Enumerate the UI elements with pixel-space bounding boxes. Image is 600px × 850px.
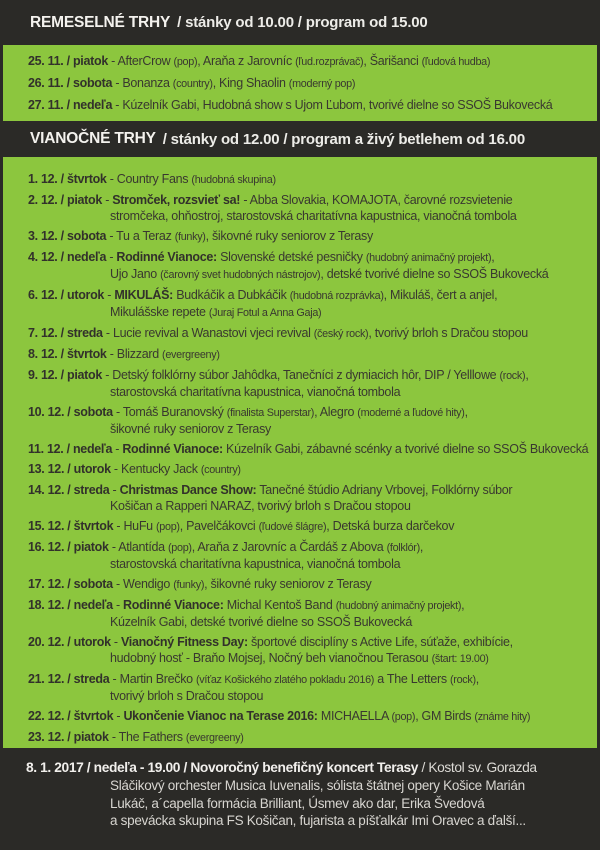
event-row: 4. 12. / nedeľa - Rodinné Vianoce: Slovenské detské pesničky (hudobný animačný projekt), Ujo Jano (čarovný svet hudobných nástrojov), detské tvorivé dielne so SSOŠ Bukovecká bbox=[28, 250, 549, 281]
event-highlight: Vianočný Fitness Day: bbox=[120, 635, 248, 649]
event-text: , tvorivý brloh s Dračou stopou bbox=[368, 326, 528, 340]
event-row: 25. 11. / piatok - AfterCrow (pop), Araňa z Jarovníc (ľud.rozprávač), Šarišanci (ľudová hudba) bbox=[28, 54, 491, 68]
event-note: (moderné a ľudové hity) bbox=[357, 407, 465, 419]
event-text: , bbox=[464, 405, 468, 419]
event-text: , Alegro bbox=[314, 405, 358, 419]
event-note: (rock) bbox=[499, 370, 526, 382]
event-note: (pop) bbox=[391, 711, 416, 723]
event-text: Michal Kentoš Band bbox=[223, 598, 336, 612]
event-text: , King Shaolin bbox=[212, 76, 289, 90]
event-text: , Mikuláš, čert a anjel, bbox=[383, 288, 498, 302]
event-row: 20. 12. / utorok - Vianočný Fitness Day: športové disciplíny s Active Life, súťaže, exhibície, hudobný hosť - Braňo Mojsej, Nočný beh vianočnou Terasou (štart: 19.00) bbox=[28, 635, 513, 665]
event-note: (pop) bbox=[168, 542, 192, 554]
event-row: 13. 12. / utorok - Kentucky Jack (country) bbox=[28, 462, 241, 476]
event-text: Wendigo bbox=[123, 577, 174, 591]
event-date: 4. 12. / nedeľa bbox=[28, 250, 107, 264]
event-row: 3. 12. / sobota - Tu a Teraz (funky), šikovné ruky seniorov z Terasy bbox=[28, 229, 373, 243]
event-highlight: Rodinné Vianoce: bbox=[122, 442, 223, 456]
header-vianocne-trhy bbox=[0, 121, 600, 157]
event-note: (hudobný animačný projekt) bbox=[365, 252, 492, 264]
event-highlight: Ukončenie Vianoc na Terase 2016: bbox=[123, 709, 318, 723]
event-note: (ľud.rozprávač) bbox=[295, 56, 364, 68]
event-text: a The Letters bbox=[374, 672, 450, 686]
event-date: 16. 12. / piatok bbox=[28, 540, 109, 554]
event-text: , Šarišanci bbox=[363, 54, 422, 68]
event-date: 20. 12. / utorok bbox=[28, 635, 111, 649]
event-text: Tanečné štúdio Adriany Vrbovej, Folklórny súbor bbox=[256, 483, 513, 497]
event-text: Košičan a Rapperi NARAZ, tvorivý brloh s Dračou stopou bbox=[110, 499, 411, 513]
event-text: AfterCrow bbox=[117, 54, 174, 68]
footer-title-rest: / Kostol sv. Gorazda bbox=[418, 760, 537, 775]
header-remeselne-trhy bbox=[0, 0, 600, 45]
event-note: (pop) bbox=[156, 521, 180, 533]
event-text: , Detská burza darčekov bbox=[326, 519, 455, 533]
event-date: 27. 11. / nedeľa bbox=[28, 98, 113, 112]
event-note: (rock) bbox=[449, 674, 476, 686]
event-row: 18. 12. / nedeľa - Rodinné Vianoce: Michal Kentoš Band (hudobný animačný projekt), Kúzelník Gabi, detské tvorivé dielne so SSOŠ Bukovecká bbox=[28, 598, 465, 629]
event-highlight: Christmas Dance Show: bbox=[119, 483, 257, 497]
event-note: (hudobná rozprávka) bbox=[289, 290, 384, 302]
event-text: , detské tvorivé dielne so SSOŠ Bukovecká bbox=[320, 267, 549, 281]
event-date: 11. 12. / nedeľa bbox=[28, 442, 113, 456]
event-note: (funky) bbox=[173, 579, 205, 591]
event-row: 15. 12. / štvrtok - HuFu (pop), Pavelčákovci (ľudové šlágre), Detská burza darčekov bbox=[28, 519, 455, 533]
event-note: (finalista Superstar) bbox=[226, 407, 315, 419]
event-date: 26. 11. / sobota bbox=[28, 76, 113, 90]
footer-details bbox=[26, 777, 590, 830]
event-note: (hudobná skupina) bbox=[191, 174, 276, 186]
event-note: (známe hity) bbox=[474, 711, 531, 723]
event-text: Blizzard bbox=[116, 347, 163, 361]
event-note: (ľudové šlágre) bbox=[258, 521, 327, 533]
event-text: The Fathers bbox=[118, 730, 186, 744]
footer-detail-line: Sláčikový orchester Musica Iuvenalis, sólista štátnej opery Košice Marián bbox=[110, 778, 525, 793]
event-row: 11. 12. / nedeľa - Rodinné Vianoce: Kúzelník Gabi, zábavné scénky a tvorivé dielne so SSOŠ Bukovecká bbox=[28, 442, 589, 456]
event-text: HuFu bbox=[123, 519, 156, 533]
event-date: 2. 12. / piatok bbox=[28, 193, 103, 207]
left-edge-border bbox=[0, 0, 3, 850]
event-text: - Abba Slovakia, KOMAJOTA, čarovné rozsvietenie bbox=[240, 193, 513, 207]
event-text: , bbox=[461, 598, 465, 612]
event-text: , Pavelčákovci bbox=[179, 519, 259, 533]
event-text: , GM Birds bbox=[415, 709, 475, 723]
event-row: 9. 12. / piatok - Detský folklórny súbor Jahôdka, Tanečníci z dymiacich hôr, DIP / Yelllowe (rock), starostovská charitatívna kapustnica, vianočná tombola bbox=[28, 368, 529, 399]
event-text: Lucie revival a Wanastovi vjeci revival bbox=[112, 326, 314, 340]
event-text: Mikulášske repete bbox=[110, 305, 209, 319]
event-note: (country) bbox=[172, 78, 213, 90]
event-row: 21. 12. / streda - Martin Brečko (víťaz Košického zlatého pokladu 2016) a The Letters (rock), tvorivý brloh s Dračou stopou bbox=[28, 672, 479, 703]
event-text: , Araňa z Jarovníc bbox=[197, 54, 296, 68]
event-date: 23. 12. / piatok bbox=[28, 730, 109, 744]
event-highlight: MIKULÁŠ: bbox=[114, 288, 174, 302]
event-highlight: Rodinné Vianoce: bbox=[116, 250, 217, 264]
event-date: 21. 12. / streda bbox=[28, 672, 110, 686]
event-date: 13. 12. / utorok bbox=[28, 462, 111, 476]
event-date: 25. 11. / piatok bbox=[28, 54, 108, 68]
footer-detail-line: a spevácka skupina FS Košičan, fujarista a píšťalkár Imi Oravec a ďalší... bbox=[110, 813, 526, 828]
event-date: 14. 12. / streda bbox=[28, 483, 110, 497]
event-row: 16. 12. / piatok - Atlantída (pop), Araňa z Jarovníc a Čardáš z Abova (folklór), starostovská charitatívna kapustnica, vianočná tombola bbox=[28, 540, 424, 571]
event-row: 22. 12. / štvrtok - Ukončenie Vianoc na Terase 2016: MICHAELLA (pop), GM Birds (známe hity) bbox=[28, 709, 531, 723]
event-note: (country) bbox=[200, 464, 241, 476]
event-text: športové disciplíny s Active Life, súťaže, exhibície, bbox=[247, 635, 513, 649]
event-text: starostovská charitatívna kapustnica, vianočná tombola bbox=[110, 557, 401, 571]
event-text: Slovenské detské pesničky bbox=[216, 250, 366, 264]
footer-title-line bbox=[26, 759, 590, 777]
event-text: Bonanza bbox=[122, 76, 173, 90]
section-title-vianocne: VIANOČNÉ TRHY bbox=[30, 130, 156, 147]
event-row: 6. 12. / utorok - MIKULÁŠ: Budkáčik a Dubkáčik (hudobná rozprávka), Mikuláš, čert a anjel, Mikulášske repete (Juraj Fotul a Anna Gaja) bbox=[28, 288, 498, 319]
event-text: Detský folklórny súbor Jahôdka, Tanečníci z dymiacich hôr, DIP / Yelllowe bbox=[112, 368, 500, 382]
vianocne-trhy-list bbox=[0, 157, 600, 748]
event-text: , bbox=[475, 672, 479, 686]
event-date: 3. 12. / sobota bbox=[28, 229, 107, 243]
event-date: 9. 12. / piatok bbox=[28, 368, 103, 382]
event-text: starostovská charitatívna kapustnica, vianočná tombola bbox=[110, 385, 401, 399]
event-text: , šikovné ruky seniorov z Terasy bbox=[205, 229, 373, 243]
event-note: (moderný pop) bbox=[288, 78, 356, 90]
event-date: 22. 12. / štvrtok bbox=[28, 709, 114, 723]
event-row: 10. 12. / sobota - Tomáš Buranovský (finalista Superstar), Alegro (moderné a ľudové hity), šikovné ruky seniorov z Terasy bbox=[28, 405, 468, 436]
event-date: 8. 12. / štvrtok bbox=[28, 347, 107, 361]
event-text: , bbox=[491, 250, 495, 264]
event-row: 26. 11. / sobota - Bonanza (country), King Shaolin (moderný pop) bbox=[28, 76, 356, 90]
event-text: , šikovné ruky seniorov z Terasy bbox=[204, 577, 372, 591]
event-row: 23. 12. / piatok - The Fathers (evergreeny) bbox=[28, 730, 244, 744]
remeselne-trhy-list bbox=[0, 45, 600, 121]
event-date: 17. 12. / sobota bbox=[28, 577, 113, 591]
event-text: stromčeka, ohňostroj, starostovská charitatívna kapustnica, vianočná tombola bbox=[110, 209, 517, 223]
event-text: MICHAELLA bbox=[317, 709, 392, 723]
event-text: Tu a Teraz bbox=[116, 229, 175, 243]
event-row: 7. 12. / streda - Lucie revival a Wanastovi vjeci revival (český rock), tvorivý brloh s Dračou stopou bbox=[28, 326, 528, 340]
event-row: 2. 12. / piatok - Stromček, rozsvieť sa! - Abba Slovakia, KOMAJOTA, čarovné rozsvietenie stromčeka, ohňostroj, starostovská charitatívna kapustnica, vianočná tombola bbox=[28, 193, 517, 223]
event-note: (pop) bbox=[173, 56, 198, 68]
event-note: (Juraj Fotul a Anna Gaja) bbox=[208, 307, 322, 319]
event-text: šikovné ruky seniorov z Terasy bbox=[110, 422, 271, 436]
event-note: (čarovný svet hudobných nástrojov) bbox=[160, 269, 321, 281]
event-text: , bbox=[525, 368, 529, 382]
event-text: , Araňa z Jarovníc a Čardáš z Abova bbox=[191, 540, 387, 554]
section-subtitle-vianocne: / stánky od 12.00 / program a živý betlehem od 16.00 bbox=[162, 130, 525, 148]
event-text: Country Fans bbox=[116, 172, 192, 186]
event-date: 7. 12. / streda bbox=[28, 326, 103, 340]
event-text: Kúzelník Gabi, detské tvorivé dielne so SSOŠ Bukovecká bbox=[110, 615, 413, 629]
event-highlight: Rodinné Vianoce: bbox=[123, 598, 224, 612]
event-note: (hudobný animačný projekt) bbox=[335, 600, 462, 612]
section-title-remeselne: REMESELNÉ TRHY bbox=[30, 13, 171, 31]
event-date: 18. 12. / nedeľa bbox=[28, 598, 113, 612]
event-text: , bbox=[419, 540, 424, 554]
event-date: 6. 12. / utorok bbox=[28, 288, 105, 302]
footer-title-bold: 8. 1. 2017 / nedeľa - 19.00 / Novoročný benefičný koncert Terasy bbox=[26, 760, 419, 775]
event-text: Atlantída bbox=[118, 540, 169, 554]
event-note: (folklór) bbox=[386, 542, 420, 554]
event-text: Kentucky Jack bbox=[120, 462, 201, 476]
event-note: (evergreeny) bbox=[162, 349, 220, 361]
event-row: 17. 12. / sobota - Wendigo (funky), šikovné ruky seniorov z Terasy bbox=[28, 577, 372, 591]
event-date: 15. 12. / štvrtok bbox=[28, 519, 114, 533]
footer-detail-line: Lukáč, a´capella formácia Brilliant, Úsmev ako dar, Erika Švedová bbox=[110, 795, 485, 811]
event-text: Kúzelník Gabi, zábavné scénky a tvorivé dielne so SSOŠ Bukovecká bbox=[222, 442, 589, 456]
event-note: (štart: 19.00) bbox=[431, 653, 489, 665]
event-text: Ujo Jano bbox=[110, 267, 161, 281]
event-note: (ľudová hudba) bbox=[421, 56, 491, 68]
event-text: Tomáš Buranovský bbox=[122, 405, 227, 419]
event-note: (evergreeny) bbox=[185, 732, 244, 744]
footer-novorocny-koncert bbox=[0, 748, 600, 850]
event-highlight: Stromček, rozsvieť sa! bbox=[112, 193, 241, 207]
event-text: Budkáčik a Dubkáčik bbox=[173, 288, 290, 302]
event-text: Martin Brečko bbox=[119, 672, 196, 686]
event-note: (víťaz Košického zlatého pokladu 2016) bbox=[195, 674, 375, 686]
event-row: 14. 12. / streda - Christmas Dance Show: Tanečné štúdio Adriany Vrbovej, Folklórny súbor Košičan a Rapperi NARAZ, tvorivý brloh s Dračou stopou bbox=[28, 483, 513, 513]
event-row: 1. 12. / štvrtok - Country Fans (hudobná skupina) bbox=[28, 172, 276, 186]
event-note: (funky) bbox=[174, 231, 206, 243]
event-text: tvorivý brloh s Dračou stopou bbox=[110, 689, 264, 703]
event-date: 1. 12. / štvrtok bbox=[28, 172, 107, 186]
event-row: 27. 11. / nedeľa - Kúzelník Gabi, Hudobná show s Ujom Ľubom, tvorivé dielne so SSOŠ Bukovecká bbox=[28, 98, 553, 112]
event-note: (český rock) bbox=[313, 328, 369, 340]
section-subtitle-remeselne: / stánky od 10.00 / program od 15.00 bbox=[177, 14, 428, 31]
event-date: 10. 12. / sobota bbox=[28, 405, 113, 419]
event-text: hudobný hosť - Braňo Mojsej, Nočný beh vianočnou Terasou bbox=[110, 651, 432, 665]
event-text: Kúzelník Gabi, Hudobná show s Ujom Ľubom, tvorivé dielne so SSOŠ Bukovecká bbox=[122, 98, 553, 112]
event-row: 8. 12. / štvrtok - Blizzard (evergreeny) bbox=[28, 347, 220, 361]
